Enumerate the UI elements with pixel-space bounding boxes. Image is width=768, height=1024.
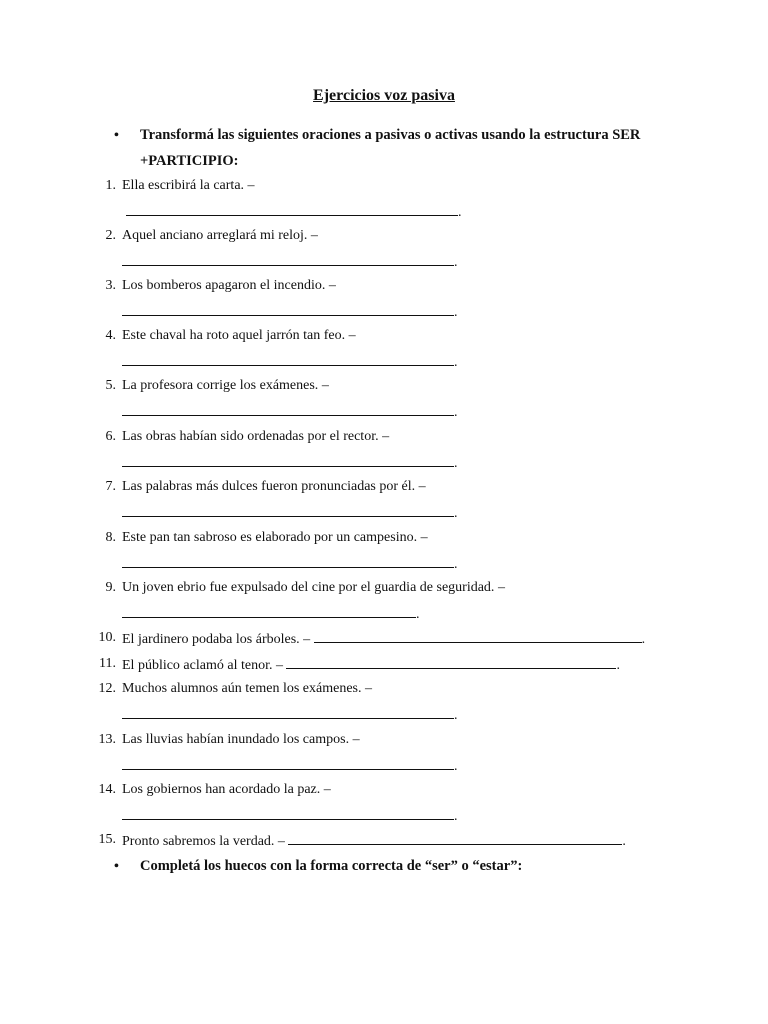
bullet-icon: • [114,128,119,143]
instruction-line-2: +PARTICIPIO: [140,153,239,169]
bullet-icon: • [114,859,119,874]
item-number: 2. [105,228,116,243]
item-number: 15. [98,832,116,847]
item-text: Ella escribirá la carta. – [122,178,255,193]
item-number: 8. [105,530,116,545]
item-number: 11. [99,656,116,671]
answer-blank[interactable]: . [122,555,458,573]
item-number: 14. [98,782,116,797]
instruction-complete: Completá los huecos con la forma correcta de “ser” o “estar”: [140,858,523,874]
item-number: 9. [105,580,116,595]
page-title: Ejercicios voz pasiva [313,87,455,104]
answer-blank[interactable]: . [122,757,458,775]
answer-blank[interactable]: . [122,403,458,421]
item-text: El jardinero podaba los árboles. – . [122,632,646,647]
item-number: 13. [98,732,116,747]
item-text: Muchos alumnos aún temen los exámenes. – [122,681,373,696]
answer-blank[interactable]: . [122,353,458,371]
item-text: Las obras habían sido ordenadas por el rector. – [122,429,390,444]
answer-blank[interactable]: . [122,303,458,321]
item-text: El público aclamó al tenor. – . [122,658,620,673]
answer-blank[interactable]: . [122,454,458,472]
answer-blank[interactable]: . [122,504,458,522]
item-text: Este pan tan sabroso es elaborado por un campesino. – [122,530,428,545]
answer-blank[interactable]: . [122,706,458,724]
item-number: 6. [105,429,116,444]
item-number: 12. [98,681,116,696]
instruction-line-1: Transformá las siguientes oraciones a pasivas o activas usando la estructura SER [140,127,641,143]
item-number: 7. [105,479,116,494]
item-text: Este chaval ha roto aquel jarrón tan feo. – [122,328,356,343]
answer-blank[interactable]: . [122,253,458,271]
item-number: 10. [98,630,116,645]
item-number: 1. [105,178,116,193]
answer-blank[interactable]: . [126,203,462,221]
item-number: 4. [105,328,116,343]
item-number: 3. [105,278,116,293]
item-text: Los bomberos apagaron el incendio. – [122,278,336,293]
answer-blank[interactable]: . [122,605,420,623]
item-text: Pronto sabremos la verdad. – . [122,834,626,849]
item-text: Un joven ebrio fue expulsado del cine por el guardia de seguridad. – [122,580,505,595]
item-number: 5. [105,378,116,393]
item-text: Las palabras más dulces fueron pronunciadas por él. – [122,479,426,494]
item-text: Los gobiernos han acordado la paz. – [122,782,331,797]
item-text: La profesora corrige los exámenes. – [122,378,329,393]
answer-blank[interactable]: . [122,807,458,825]
item-text: Las lluvias habían inundado los campos. – [122,732,360,747]
item-text: Aquel anciano arreglará mi reloj. – [122,228,318,243]
